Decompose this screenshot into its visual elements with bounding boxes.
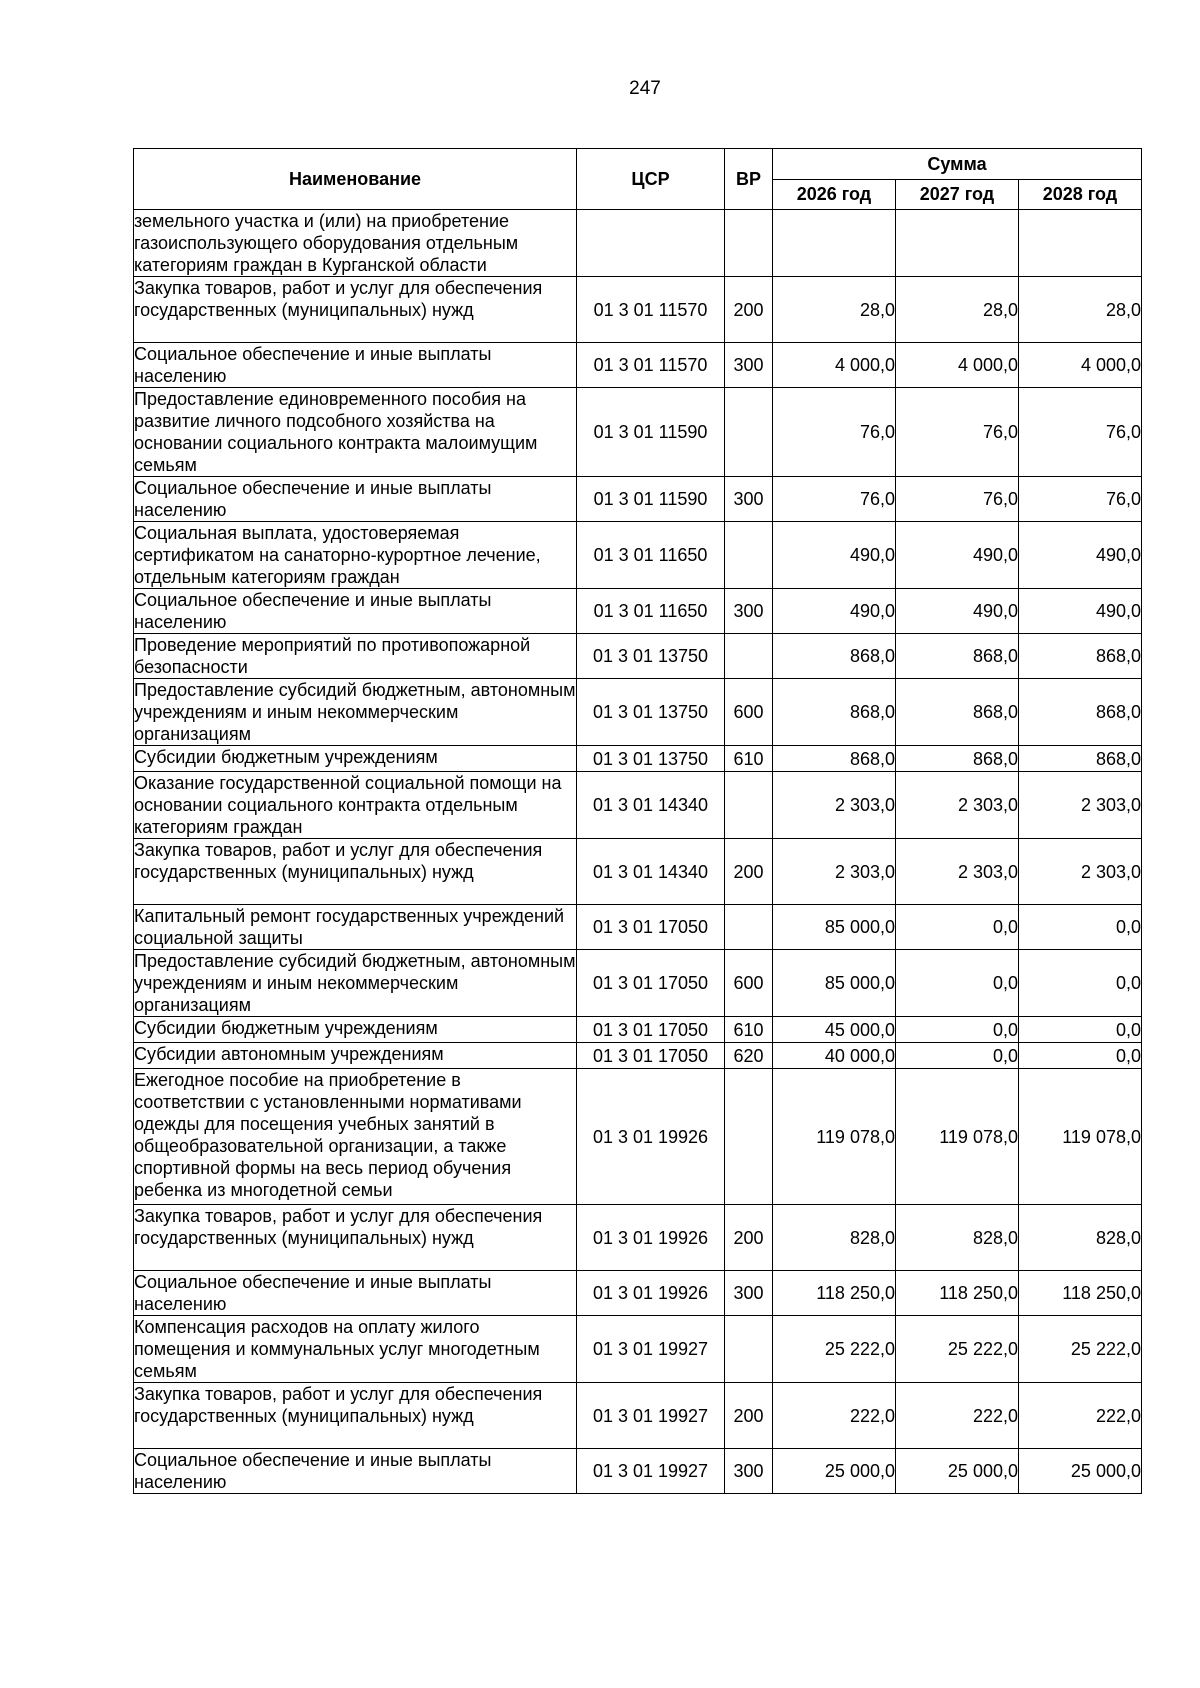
row-sum-2026: 868,0 (773, 746, 896, 772)
row-sum-2027: 119 078,0 (896, 1069, 1019, 1205)
row-sum-2026: 2 303,0 (773, 772, 896, 839)
row-name: Предоставление субсидий бюджетным, автономным учреждениям и иным некоммерческим организациям (134, 680, 576, 744)
table-row (134, 679, 1142, 746)
row-sum-2026: 868,0 (773, 679, 896, 746)
row-csr: 01 3 01 19927 (577, 1449, 725, 1494)
row-csr (577, 210, 725, 277)
row-sum-2026: 76,0 (773, 477, 896, 522)
row-csr: 01 3 01 19927 (577, 1383, 725, 1449)
row-csr: 01 3 01 17050 (577, 1017, 725, 1043)
row-name: Проведение мероприятий по противопожарной безопасности (134, 634, 577, 679)
row-sum-2027: 25 222,0 (896, 1316, 1019, 1383)
row-vr: 610 (725, 1017, 773, 1043)
row-name: Социальная выплата, удостоверяемая сертификатом на санаторно-курортное лечение, отдельным категориям граждан (134, 522, 577, 589)
row-csr: 01 3 01 17050 (577, 905, 725, 950)
row-sum-2026: 868,0 (773, 634, 896, 679)
table-row (134, 522, 1142, 589)
row-csr: 01 3 01 19927 (577, 1316, 725, 1383)
row-sum-2027: 0,0 (896, 950, 1019, 1017)
table-row (134, 388, 1142, 477)
row-csr: 01 3 01 19926 (577, 1069, 725, 1205)
row-csr: 01 3 01 11570 (577, 277, 725, 343)
row-sum-2026: 85 000,0 (773, 950, 896, 1017)
row-name: Социальное обеспечение и иные выплаты населению (134, 343, 577, 388)
row-sum-2028: 828,0 (1019, 1205, 1142, 1271)
row-sum-2027: 868,0 (896, 679, 1019, 746)
table-row (134, 477, 1142, 522)
table-row (134, 1043, 1142, 1069)
row-csr: 01 3 01 13750 (577, 634, 725, 679)
row-vr: 200 (725, 1205, 773, 1271)
row-csr: 01 3 01 14340 (577, 839, 725, 905)
row-vr: 300 (725, 589, 773, 634)
row-csr: 01 3 01 11590 (577, 477, 725, 522)
row-sum-2026: 25 000,0 (773, 1449, 896, 1494)
row-vr: 300 (725, 477, 773, 522)
row-sum-2026: 119 078,0 (773, 1069, 896, 1205)
row-csr: 01 3 01 13750 (577, 746, 725, 772)
row-sum-2028: 118 250,0 (1019, 1271, 1142, 1316)
row-vr (725, 522, 773, 589)
table-row (134, 634, 1142, 679)
row-sum-2028: 25 222,0 (1019, 1316, 1142, 1383)
row-vr (725, 388, 773, 477)
row-csr: 01 3 01 17050 (577, 950, 725, 1017)
row-name: Субсидии автономным учреждениям (134, 1043, 577, 1069)
row-name: Предоставление субсидий бюджетным, автономным учреждениям и иным некоммерческим организациям (134, 951, 576, 1015)
row-name: Социальное обеспечение и иные выплаты населению (134, 1449, 577, 1494)
row-name: Оказание государственной социальной помощи на основании социального контракта отдельным категориям граждан (134, 772, 577, 839)
row-sum-2028: 119 078,0 (1019, 1069, 1142, 1205)
row-csr: 01 3 01 19926 (577, 1271, 725, 1316)
row-sum-2027: 490,0 (896, 589, 1019, 634)
row-sum-2026: 4 000,0 (773, 343, 896, 388)
row-sum-2028: 868,0 (1019, 679, 1142, 746)
row-csr: 01 3 01 11570 (577, 343, 725, 388)
row-sum-2028: 4 000,0 (1019, 343, 1142, 388)
row-sum-2028: 868,0 (1019, 634, 1142, 679)
row-name: Ежегодное пособие на приобретение в соответствии с установленными нормативами одежды для посещения учебных занятий в общеобразовательной организации, а также спортивной формы на весь период обучения ребенка из многодетной семьи (134, 1069, 577, 1205)
row-vr (725, 1316, 773, 1383)
row-csr: 01 3 01 11590 (577, 388, 725, 477)
row-name: Субсидии бюджетным учреждениям (134, 746, 577, 772)
row-vr: 620 (725, 1043, 773, 1069)
table-row (134, 277, 1142, 343)
row-sum-2028: 868,0 (1019, 746, 1142, 772)
table-row (134, 1316, 1142, 1383)
row-sum-2028 (1019, 210, 1142, 277)
row-sum-2026: 45 000,0 (773, 1017, 896, 1043)
table-row (134, 950, 1142, 1017)
row-name: Закупка товаров, работ и услуг для обеспечения государственных (муниципальных) нужд (134, 1383, 577, 1449)
table-body (134, 210, 1142, 1494)
row-sum-2027: 76,0 (896, 477, 1019, 522)
header-year-2027: 2027 год (896, 179, 1019, 210)
row-sum-2026: 490,0 (773, 522, 896, 589)
row-sum-2028: 0,0 (1019, 950, 1142, 1017)
header-year-2026: 2026 год (773, 179, 896, 210)
row-sum-2026: 118 250,0 (773, 1271, 896, 1316)
row-csr: 01 3 01 11650 (577, 589, 725, 634)
row-name: Субсидии бюджетным учреждениям (134, 1017, 577, 1043)
row-csr: 01 3 01 13750 (577, 679, 725, 746)
row-name: Предоставление единовременного пособия на развитие личного подсобного хозяйства на основании социального контракта малоимущим семьям (134, 388, 577, 477)
row-sum-2026: 222,0 (773, 1383, 896, 1449)
row-vr (725, 1069, 773, 1205)
table-row (134, 210, 1142, 277)
row-sum-2027: 0,0 (896, 1017, 1019, 1043)
row-vr: 200 (725, 1383, 773, 1449)
row-sum-2028: 222,0 (1019, 1383, 1142, 1449)
row-name: земельного участка и (или) на приобретение газоиспользующего оборудования отдельным категориям граждан в Курганской области (134, 210, 577, 277)
row-sum-2027: 828,0 (896, 1205, 1019, 1271)
row-sum-2027: 118 250,0 (896, 1271, 1019, 1316)
row-sum-2027: 76,0 (896, 388, 1019, 477)
row-vr: 300 (725, 1449, 773, 1494)
row-sum-2027: 4 000,0 (896, 343, 1019, 388)
row-sum-2027: 0,0 (896, 905, 1019, 950)
header-csr: ЦСР (577, 149, 725, 210)
row-name: Компенсация расходов на оплату жилого помещения и коммунальных услуг многодетным семьям (134, 1316, 577, 1383)
row-sum-2026: 40 000,0 (773, 1043, 896, 1069)
row-vr: 610 (725, 746, 773, 772)
row-csr: 01 3 01 14340 (577, 772, 725, 839)
row-sum-2027: 868,0 (896, 746, 1019, 772)
row-sum-2026: 25 222,0 (773, 1316, 896, 1383)
row-sum-2028: 0,0 (1019, 1017, 1142, 1043)
row-vr (725, 905, 773, 950)
row-sum-2027: 2 303,0 (896, 839, 1019, 905)
table-row (134, 1271, 1142, 1316)
row-csr: 01 3 01 17050 (577, 1043, 725, 1069)
table-row (134, 772, 1142, 839)
row-sum-2027: 2 303,0 (896, 772, 1019, 839)
row-sum-2028: 0,0 (1019, 1043, 1142, 1069)
row-name: Закупка товаров, работ и услуг для обеспечения государственных (муниципальных) нужд (134, 839, 577, 905)
row-sum-2026: 828,0 (773, 1205, 896, 1271)
row-vr (725, 772, 773, 839)
table-row (134, 589, 1142, 634)
row-sum-2026: 76,0 (773, 388, 896, 477)
row-vr: 200 (725, 277, 773, 343)
table-row (134, 905, 1142, 950)
row-sum-2028: 25 000,0 (1019, 1449, 1142, 1494)
row-sum-2027: 25 000,0 (896, 1449, 1019, 1494)
row-name: Закупка товаров, работ и услуг для обеспечения государственных (муниципальных) нужд (134, 277, 577, 343)
header-year-2028: 2028 год (1019, 179, 1142, 210)
row-sum-2026: 490,0 (773, 589, 896, 634)
row-name: Социальное обеспечение и иные выплаты населению (134, 1271, 577, 1316)
row-sum-2028: 490,0 (1019, 589, 1142, 634)
row-sum-2028: 76,0 (1019, 388, 1142, 477)
row-sum-2027 (896, 210, 1019, 277)
row-sum-2028: 490,0 (1019, 522, 1142, 589)
row-vr: 600 (725, 950, 773, 1017)
table-row (134, 746, 1142, 772)
row-sum-2027: 490,0 (896, 522, 1019, 589)
row-name: Социальное обеспечение и иные выплаты населению (134, 477, 577, 522)
row-sum-2027: 868,0 (896, 634, 1019, 679)
row-vr: 600 (725, 679, 773, 746)
row-csr: 01 3 01 11650 (577, 522, 725, 589)
table-row (134, 839, 1142, 905)
row-vr (725, 634, 773, 679)
table-row (134, 1383, 1142, 1449)
page-number: 247 (629, 78, 661, 99)
row-name: Социальное обеспечение и иные выплаты населению (134, 589, 577, 634)
row-sum-2027: 222,0 (896, 1383, 1019, 1449)
row-vr: 300 (725, 1271, 773, 1316)
row-sum-2028: 28,0 (1019, 277, 1142, 343)
header-name: Наименование (134, 149, 577, 210)
row-sum-2028: 76,0 (1019, 477, 1142, 522)
table-row (134, 1449, 1142, 1494)
row-sum-2027: 28,0 (896, 277, 1019, 343)
row-vr: 300 (725, 343, 773, 388)
row-sum-2026: 2 303,0 (773, 839, 896, 905)
row-sum-2028: 2 303,0 (1019, 839, 1142, 905)
row-vr: 200 (725, 839, 773, 905)
row-vr (725, 210, 773, 277)
row-sum-2026: 28,0 (773, 277, 896, 343)
row-sum-2028: 0,0 (1019, 905, 1142, 950)
header-vr: ВР (725, 149, 773, 210)
budget-table (133, 148, 1142, 1494)
table-row (134, 343, 1142, 388)
table-row (134, 1017, 1142, 1043)
row-name: Капитальный ремонт государственных учреждений социальной защиты (134, 905, 577, 950)
row-sum-2028: 2 303,0 (1019, 772, 1142, 839)
row-name: Закупка товаров, работ и услуг для обеспечения государственных (муниципальных) нужд (134, 1205, 577, 1271)
table-row (134, 1069, 1142, 1205)
header-sum: Сумма (773, 149, 1142, 180)
row-sum-2026 (773, 210, 896, 277)
row-sum-2027: 0,0 (896, 1043, 1019, 1069)
table-row (134, 1205, 1142, 1271)
row-csr: 01 3 01 19926 (577, 1205, 725, 1271)
row-sum-2026: 85 000,0 (773, 905, 896, 950)
